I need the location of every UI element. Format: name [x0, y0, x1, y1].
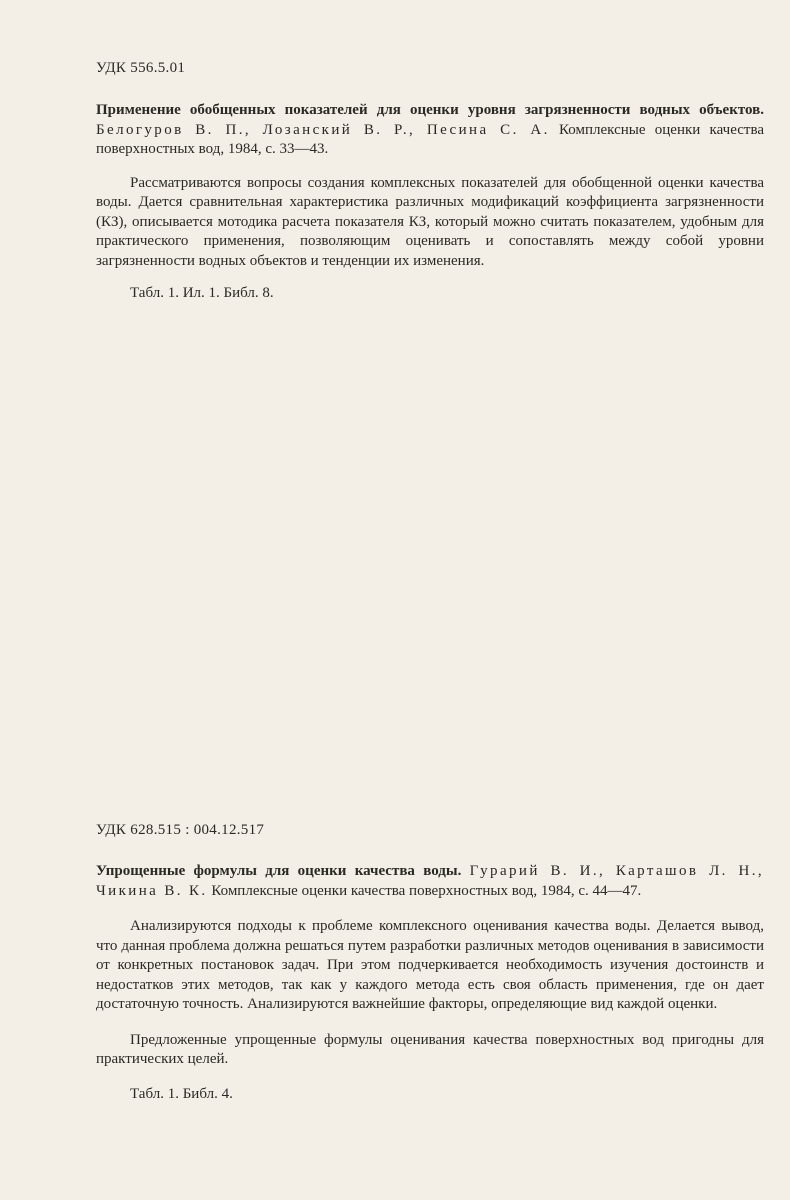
tables-figures-bibliography: Табл. 1. Библ. 4.: [130, 1085, 233, 1102]
abstract-paragraph: Рассматриваются вопросы создания комплексных показателей для обобщенной оценки качества воды. Дается сравнительная характеристика различных модификаций коэффициента загрязненности (КЗ), описывается мотодика расчета показателя КЗ, который можно считать показателем, удобным для практического применения, позволяющим оценивать и сопоставлять между собой уровни загрязненности водных объектов и тенденции их изменения.: [96, 174, 764, 269]
abstract-paragraph: Анализируются подходы к проблеме комплексного оценивания качества воды. Делается вывод, что данная проблема должна решаться путем разработки различных методов оценивания в зависимости от конкретных постановок задач. При этом подчеркивается необходимость изучения достоинств и недостатков этих методов, так как у каждого метода есть своя область применения, где он дает достаточную точность. Анализируются важнейшие факторы, определяющие вид каждой оценки.: [96, 918, 764, 1012]
udk-code: УДК 556.5.01: [96, 60, 186, 76]
bibliographic-reference: [96, 101, 764, 160]
abstract-entry-1: [96, 58, 764, 303]
abstract-paragraph: Предложенные упрощенные формулы оценивания качества поверхностных вод пригодны для практических целей.: [96, 1031, 764, 1067]
bibliographic-reference: [96, 862, 764, 901]
article-title: Упрощенные формулы для оценки качества воды.: [96, 863, 462, 879]
abstract-entry-2: [96, 820, 764, 1104]
article-source: Комплексные оценки качества поверхностных вод, 1984, с. 44—47.: [211, 882, 642, 899]
article-authors: Белогуров В. П., Лозанский В. Р., Песина С. А.: [96, 121, 550, 138]
udk-code: УДК 628.515 : 004.12.517: [96, 822, 265, 838]
article-authors: Гурарий В. И., Карташов Л. Н., Чикина В. К.: [96, 863, 765, 899]
article-title: Применение обобщенных показателей для оценки уровня загрязненности водных объектов.: [96, 102, 764, 118]
tables-figures-bibliography: Табл. 1. Ил. 1. Библ. 8.: [130, 285, 274, 301]
article-source: Комплексные оценки качества поверхностных вод, 1984, с. 33—43.: [96, 121, 764, 157]
